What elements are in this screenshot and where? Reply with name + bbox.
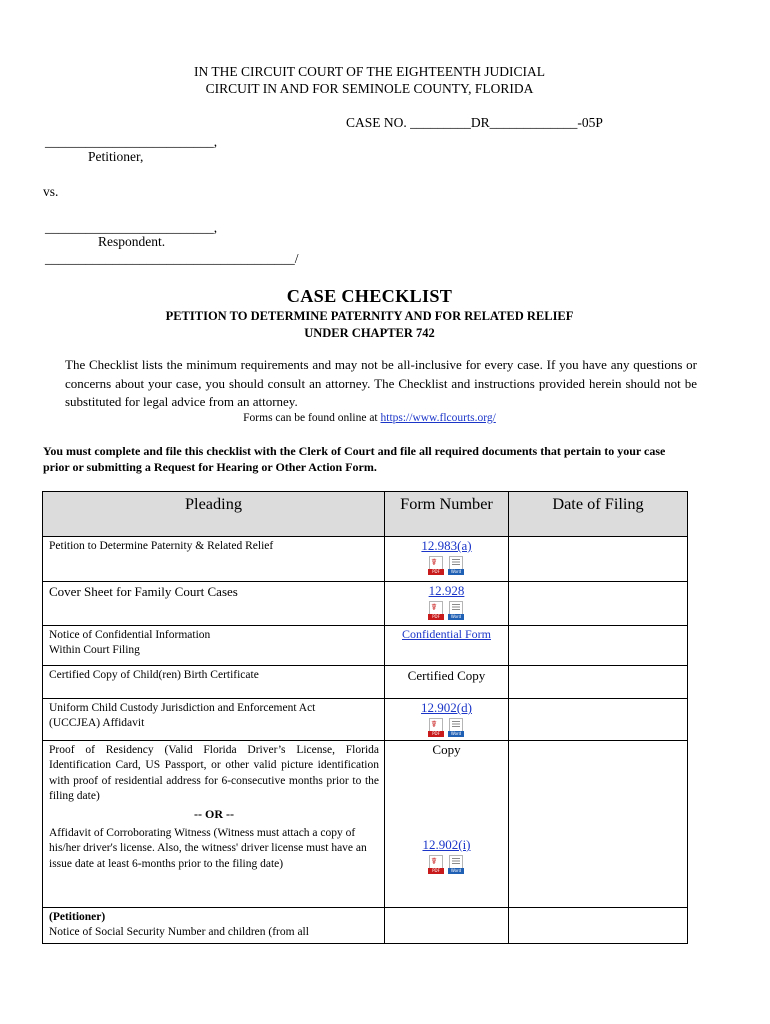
- pleading-line: (UCCJEA) Affidavit: [49, 717, 145, 730]
- word-file-icon[interactable]: Word: [448, 556, 465, 575]
- download-icons: [385, 718, 508, 737]
- form-link-12-983a[interactable]: 12.983(a): [421, 538, 472, 553]
- proof-of-residency-text: Proof of Residency (Valid Florida Driver’s License, Florida Identification Card, US Passport, or other valid picture identification with proof of residential address for 6-consecutive months prior to the filing date): [49, 744, 379, 803]
- word-file-icon[interactable]: Word: [448, 718, 465, 737]
- pdf-file-icon[interactable]: ☤ PDF: [428, 855, 445, 874]
- form-cell: [385, 699, 509, 741]
- download-icons: [385, 556, 508, 575]
- filing-instruction: You must complete and file this checklist with the Clerk of Court and file all required documents that pertain to your case prior or submitting a Request for Hearing or Other Action Form.: [43, 444, 666, 475]
- form-cell: [385, 582, 509, 626]
- form-cell: [385, 666, 509, 699]
- petitioner-label: Petitioner,: [88, 149, 144, 164]
- pleading-line: Notice of Confidential Information: [49, 629, 211, 641]
- or-separator: -- OR --: [194, 806, 234, 821]
- form-cell: [385, 908, 509, 944]
- form-cell: [385, 537, 509, 582]
- petitioner-blank: _________________________,: [45, 134, 218, 149]
- forms-note-prefix: Forms can be found online at: [243, 412, 381, 424]
- court-heading-line-2: CIRCUIT IN AND FOR SEMINOLE COUNTY, FLORIDA: [205, 81, 534, 96]
- table-row: [43, 699, 688, 741]
- pleading-cell: Certified Copy of Child(ren) Birth Certificate: [43, 666, 385, 699]
- header-form-number: Form Number: [385, 492, 509, 537]
- pleading-cell: Petition to Determine Paternity & Related Relief: [43, 537, 385, 582]
- table-row: [43, 537, 688, 582]
- table-row: [43, 666, 688, 699]
- header-date-of-filing: Date of Filing: [509, 492, 688, 537]
- date-of-filing-cell[interactable]: [509, 626, 688, 666]
- form-link-12-928[interactable]: 12.928: [428, 583, 465, 598]
- download-icons: [385, 601, 508, 620]
- table-header-row: [43, 492, 688, 537]
- case-number: CASE NO. _________DR_____________-05P: [346, 115, 603, 130]
- respondent-blank: _________________________,: [45, 220, 218, 235]
- intro-paragraph: The Checklist lists the minimum requirements and may not be all-inclusive for every case. If you have any questions or concerns about your case, you should consult an attorney. The Checklist and instructions provided herein should not be substituted for legal advice from an attorney.: [65, 357, 697, 410]
- download-icons: [385, 855, 508, 874]
- date-of-filing-cell[interactable]: [509, 666, 688, 699]
- form-link-12-902d[interactable]: 12.902(d): [421, 700, 472, 715]
- form-cell: [385, 741, 509, 908]
- pleading-cell: [43, 908, 385, 944]
- court-heading-line-1: IN THE CIRCUIT COURT OF THE EIGHTEENTH JUDICIAL: [193, 64, 546, 79]
- pleading-cell: [43, 741, 385, 908]
- date-of-filing-cell[interactable]: [509, 741, 688, 908]
- word-file-icon[interactable]: Word: [448, 601, 465, 620]
- header-pleading: Pleading: [43, 492, 385, 537]
- form-text-copy: Copy: [432, 742, 461, 757]
- forms-note: [0, 412, 739, 424]
- table-row: [43, 908, 688, 944]
- word-file-icon[interactable]: Word: [448, 855, 465, 874]
- pdf-file-icon[interactable]: ☤ PDF: [428, 718, 445, 737]
- form-link-12-902i[interactable]: 12.902(i): [422, 837, 471, 852]
- date-of-filing-cell[interactable]: [509, 582, 688, 626]
- pleading-cell: [43, 699, 385, 741]
- date-of-filing-cell[interactable]: [509, 908, 688, 944]
- form-cell: [385, 626, 509, 666]
- pleading-line: Notice of Social Security Number and children (from all: [49, 926, 309, 939]
- table-row: [43, 582, 688, 626]
- vs-label: vs.: [43, 184, 59, 199]
- flcourts-link[interactable]: https://www.flcourts.org/: [380, 412, 496, 424]
- subtitle-line-2: UNDER CHAPTER 742: [304, 326, 435, 340]
- caption-closing-line: _____________________________________/: [45, 251, 299, 266]
- form-link-confidential[interactable]: Confidential Form: [402, 627, 491, 641]
- affidavit-witness-text: Affidavit of Corroborating Witness (Witness must attach a copy of his/her driver's license. Also, the witness' driver license must have an issue date at least 6-months prior to the filing date): [49, 827, 367, 870]
- table-row: [43, 626, 688, 666]
- pdf-file-icon[interactable]: ☤ PDF: [428, 556, 445, 575]
- form-text: Certified Copy: [407, 668, 486, 683]
- subtitle-line-1: PETITION TO DETERMINE PATERNITY AND FOR RELATED RELIEF: [165, 309, 574, 323]
- pdf-file-icon[interactable]: ☤ PDF: [428, 601, 445, 620]
- pleading-line-bold: (Petitioner): [49, 911, 106, 923]
- date-of-filing-cell[interactable]: [509, 537, 688, 582]
- pleading-cell: Cover Sheet for Family Court Cases: [43, 582, 385, 626]
- pleading-cell: [43, 626, 385, 666]
- pleading-line: Uniform Child Custody Jurisdiction and Enforcement Act: [49, 702, 316, 714]
- pleading-line: Within Court Filing: [49, 644, 140, 657]
- date-of-filing-cell[interactable]: [509, 699, 688, 741]
- page-title: CASE CHECKLIST: [286, 286, 453, 306]
- respondent-label: Respondent.: [98, 234, 166, 249]
- table-row: [43, 741, 688, 908]
- checklist-table: [42, 491, 688, 944]
